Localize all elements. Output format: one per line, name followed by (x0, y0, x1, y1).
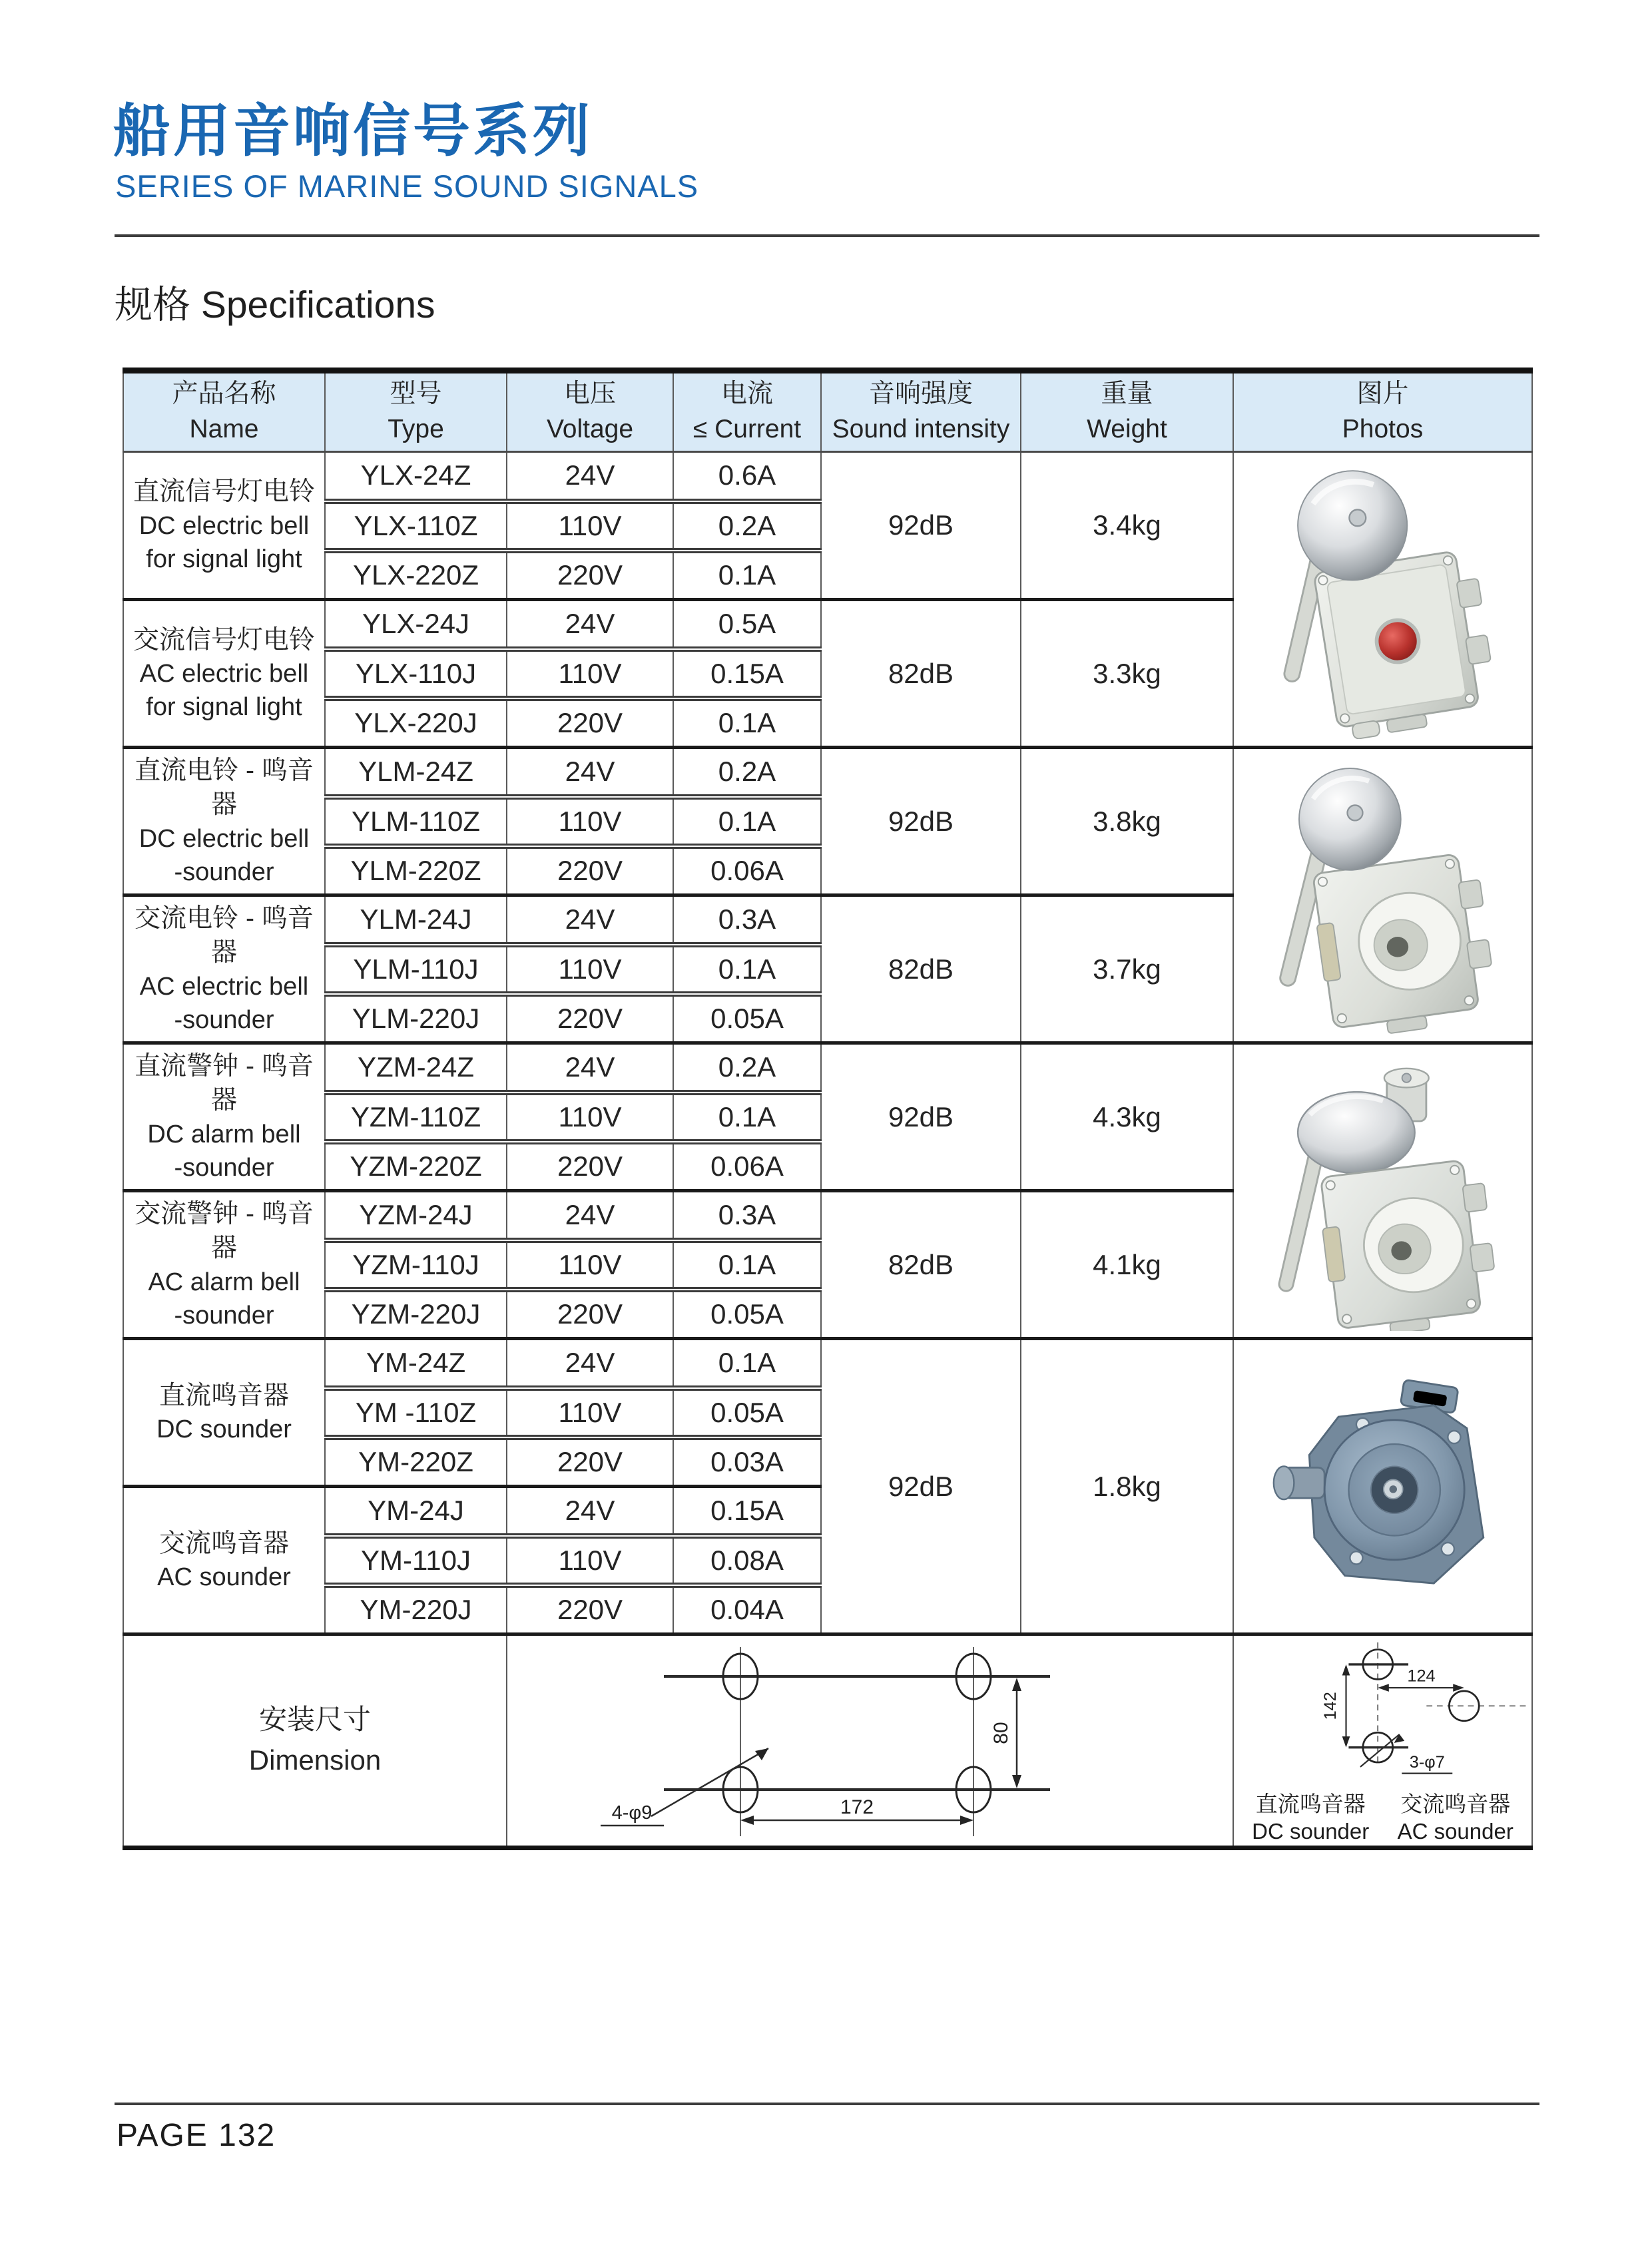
type-cell: YLX-220J (325, 698, 507, 748)
product-photo-round-sounder (1233, 1339, 1532, 1634)
product-name-cell: 直流电铃 - 鸣音器 DC electric bell -sounder (123, 748, 325, 895)
voltage-cell: 220V (507, 994, 673, 1043)
current-cell: 0.04A (673, 1585, 821, 1634)
current-cell: 0.1A (673, 1240, 821, 1290)
col-header-type: 型号 Type (325, 371, 507, 452)
col-header-name: 产品名称 Name (123, 371, 325, 452)
current-cell: 0.1A (673, 1093, 821, 1142)
weight-cell: 4.3kg (1021, 1043, 1233, 1191)
type-cell: YZM-110J (325, 1240, 507, 1290)
voltage-cell: 24V (507, 1487, 673, 1536)
round-sounder-photo (1243, 1347, 1523, 1626)
electric-bell-sounder-photo (1243, 756, 1523, 1035)
voltage-cell: 110V (507, 1536, 673, 1585)
header-divider (115, 234, 1539, 237)
plate-holes-label: 4-φ9 (611, 1802, 652, 1824)
page-number: PAGE 132 (117, 2118, 276, 2153)
type-cell: YLX-24Z (325, 452, 507, 501)
sound-intensity-cell: 82dB (821, 895, 1021, 1043)
sounder-dim-width-label: 124 (1407, 1666, 1436, 1686)
current-cell: 0.2A (673, 501, 821, 551)
voltage-cell: 24V (507, 1191, 673, 1240)
current-cell: 0.6A (673, 452, 821, 501)
col-header-weight: 重量 Weight (1021, 371, 1233, 452)
voltage-cell: 24V (507, 895, 673, 945)
type-cell: YLM-110Z (325, 797, 507, 846)
current-cell: 0.2A (673, 748, 821, 797)
sound-intensity-cell: 82dB (821, 1191, 1021, 1339)
specifications-table (123, 368, 1533, 1850)
sound-intensity-cell: 92dB (821, 748, 1021, 895)
voltage-cell: 220V (507, 1437, 673, 1487)
voltage-cell: 220V (507, 846, 673, 895)
type-cell: YLM-110J (325, 945, 507, 994)
voltage-cell: 24V (507, 1043, 673, 1093)
voltage-cell: 110V (507, 501, 673, 551)
sound-intensity-cell: 92dB (821, 452, 1021, 600)
voltage-cell: 220V (507, 551, 673, 600)
current-cell: 0.5A (673, 600, 821, 649)
current-cell: 0.1A (673, 945, 821, 994)
voltage-cell: 110V (507, 1240, 673, 1290)
ac-sounder-caption: 交流鸣音器 AC sounder (1397, 1792, 1514, 1844)
type-cell: YM-24Z (325, 1339, 507, 1388)
product-name-cell: 交流电铃 - 鸣音器 AC electric bell -sounder (123, 895, 325, 1043)
type-cell: YLM-24J (325, 895, 507, 945)
type-cell: YZM-24Z (325, 1043, 507, 1093)
type-cell: YM-220Z (325, 1437, 507, 1487)
voltage-cell: 110V (507, 1388, 673, 1437)
current-cell: 0.15A (673, 649, 821, 698)
product-name-cell: 直流鸣音器 DC sounder (123, 1339, 325, 1487)
current-cell: 0.06A (673, 1142, 821, 1191)
sound-intensity-cell: 82dB (821, 600, 1021, 748)
col-header-current: 电流 ≤ Current (673, 371, 821, 452)
voltage-cell: 220V (507, 1290, 673, 1339)
weight-cell: 3.3kg (1021, 600, 1233, 748)
voltage-cell: 220V (507, 698, 673, 748)
dim-width-label: 172 (840, 1796, 874, 1819)
product-name-cell: 交流警钟 - 鸣音器 AC alarm bell -sounder (123, 1191, 325, 1339)
product-photo-alarm-bell-sounder (1233, 1043, 1532, 1339)
weight-cell: 3.7kg (1021, 895, 1233, 1043)
voltage-cell: 110V (507, 945, 673, 994)
type-cell: YZM-110Z (325, 1093, 507, 1142)
weight-cell: 3.4kg (1021, 452, 1233, 600)
sounder-holes-label: 3-φ7 (1409, 1752, 1445, 1772)
type-cell: YLM-220J (325, 994, 507, 1043)
type-cell: YZM-24J (325, 1191, 507, 1240)
dim-height-label: 80 (989, 1722, 1012, 1744)
product-photo-signal-light-bell (1233, 452, 1532, 748)
footer-divider (115, 2103, 1539, 2105)
product-name-cell: 直流信号灯电铃 DC electric bell for signal light (123, 452, 325, 600)
table-header-row (123, 371, 1532, 452)
alarm-bell-sounder-photo (1243, 1051, 1523, 1331)
dimension-row (123, 1634, 1532, 1848)
current-cell: 0.05A (673, 1290, 821, 1339)
product-photo-bell-sounder (1233, 748, 1532, 1043)
voltage-cell: 220V (507, 1142, 673, 1191)
product-name-cell: 交流信号灯电铃 AC electric bell for signal light (123, 600, 325, 748)
voltage-cell: 24V (507, 748, 673, 797)
col-header-photos: 图片 Photos (1233, 371, 1532, 452)
page-title-chinese: 船用音响信号系列 (113, 99, 593, 163)
voltage-cell: 110V (507, 1093, 673, 1142)
current-cell: 0.3A (673, 1191, 821, 1240)
section-heading: 规格 Specifications (115, 284, 435, 326)
dimension-label: 安装尺寸 Dimension (123, 1634, 507, 1848)
voltage-cell: 110V (507, 797, 673, 846)
page-title-english: SERIES OF MARINE SOUND SIGNALS (115, 168, 699, 204)
current-cell: 0.06A (673, 846, 821, 895)
voltage-cell: 220V (507, 1585, 673, 1634)
type-cell: YLX-110Z (325, 501, 507, 551)
current-cell: 0.15A (673, 1487, 821, 1536)
mounting-plate-drawing (507, 1634, 1233, 1848)
signal-light-electric-bell-photo (1243, 459, 1523, 739)
type-cell: YM-220J (325, 1585, 507, 1634)
voltage-cell: 24V (507, 600, 673, 649)
current-cell: 0.03A (673, 1437, 821, 1487)
sound-intensity-cell: 92dB (821, 1043, 1021, 1191)
type-cell: YLM-24Z (325, 748, 507, 797)
voltage-cell: 110V (507, 649, 673, 698)
current-cell: 0.1A (673, 551, 821, 600)
type-cell: YLX-110J (325, 649, 507, 698)
current-cell: 0.05A (673, 994, 821, 1043)
current-cell: 0.1A (673, 797, 821, 846)
weight-cell: 3.8kg (1021, 748, 1233, 895)
voltage-cell: 24V (507, 1339, 673, 1388)
sound-intensity-cell: 92dB (821, 1339, 1021, 1634)
mounting-plate-diagram (521, 1642, 1220, 1839)
current-cell: 0.05A (673, 1388, 821, 1437)
type-cell: YM-24J (325, 1487, 507, 1536)
type-cell: YLX-220Z (325, 551, 507, 600)
type-cell: YLM-220Z (325, 846, 507, 895)
product-name-cell: 交流鸣音器 AC sounder (123, 1487, 325, 1634)
col-header-voltage: 电压 Voltage (507, 371, 673, 452)
sounder-mounting-drawing (1233, 1634, 1532, 1848)
current-cell: 0.1A (673, 698, 821, 748)
sounder-dim-height-label: 142 (1320, 1692, 1340, 1720)
type-cell: YM-110J (325, 1536, 507, 1585)
product-name-cell: 直流警钟 - 鸣音器 DC alarm bell -sounder (123, 1043, 325, 1191)
weight-cell: 4.1kg (1021, 1191, 1233, 1339)
weight-cell: 1.8kg (1021, 1339, 1233, 1634)
type-cell: YZM-220Z (325, 1142, 507, 1191)
current-cell: 0.1A (673, 1339, 821, 1388)
type-cell: YZM-220J (325, 1290, 507, 1339)
sounder-mounting-diagram (1238, 1638, 1531, 1789)
col-header-sound-intensity: 音响强度 Sound intensity (821, 371, 1021, 452)
type-cell: YM -110Z (325, 1388, 507, 1437)
dc-sounder-caption: 直流鸣音器 DC sounder (1252, 1792, 1370, 1844)
voltage-cell: 24V (507, 452, 673, 501)
type-cell: YLX-24J (325, 600, 507, 649)
current-cell: 0.08A (673, 1536, 821, 1585)
current-cell: 0.2A (673, 1043, 821, 1093)
sounder-captions (1238, 1790, 1527, 1846)
current-cell: 0.3A (673, 895, 821, 945)
